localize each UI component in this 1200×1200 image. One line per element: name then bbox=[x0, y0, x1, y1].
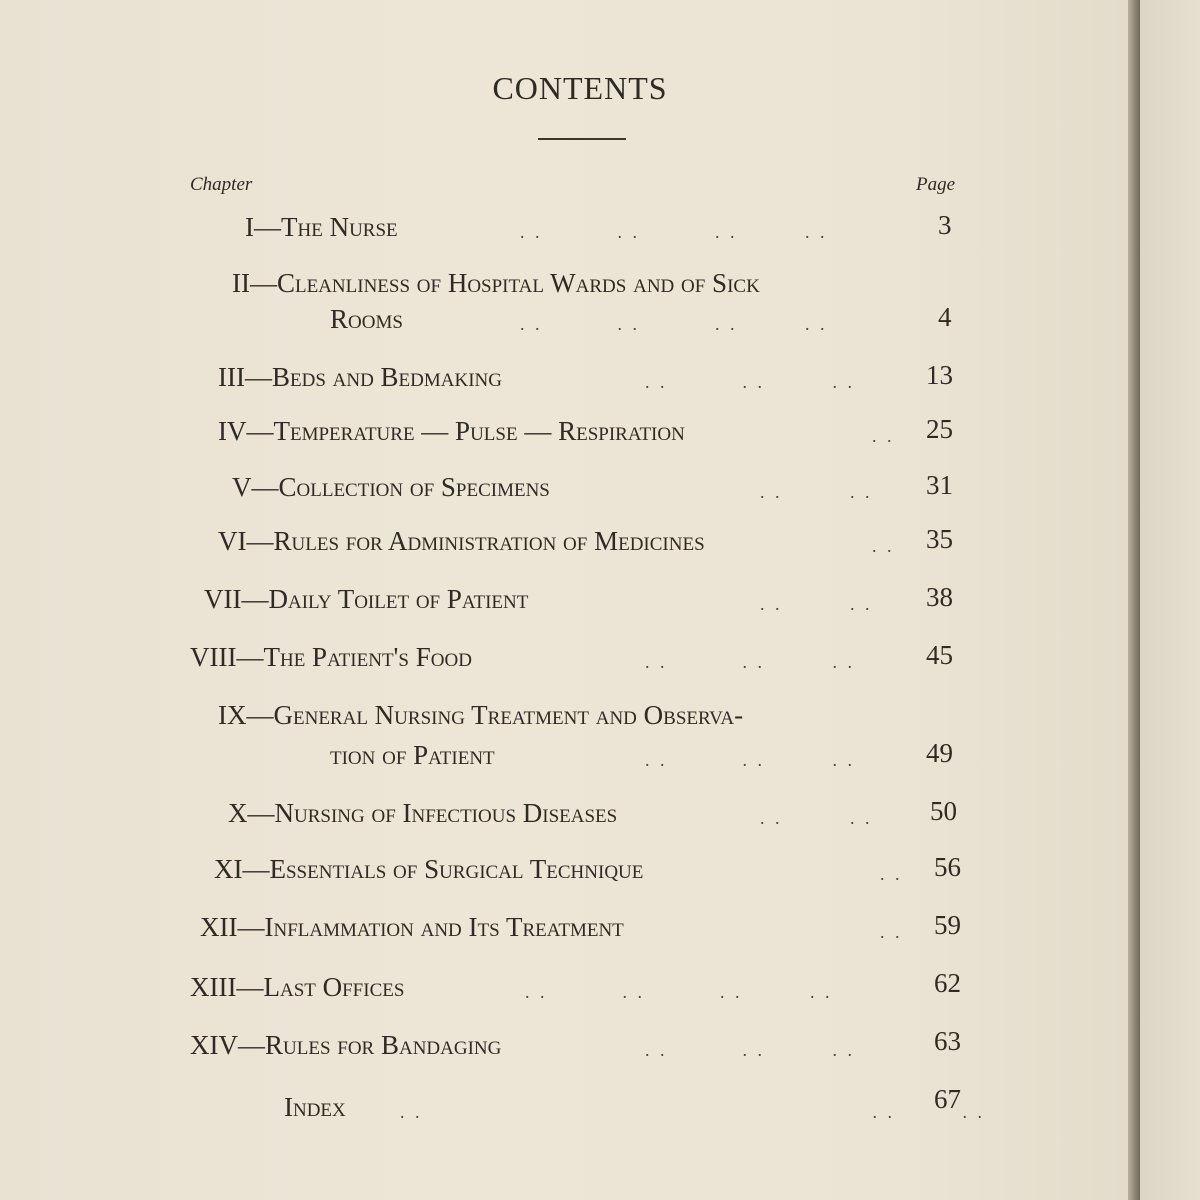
chapter-number: VII bbox=[204, 584, 242, 614]
toc-entry: V—Collection of Specimens bbox=[232, 472, 550, 502]
page-number: 45 bbox=[926, 640, 953, 670]
chapter-title: Collection of Specimens bbox=[278, 472, 550, 502]
leader-dots: . . bbox=[872, 536, 895, 556]
leader-dots: . . bbox=[872, 426, 895, 446]
chapter-title: Nursing of Infectious Diseases bbox=[274, 798, 618, 828]
leader-dots: . . . . bbox=[760, 808, 873, 828]
leader-dots: . . . . . . . . bbox=[525, 982, 833, 1002]
chapter-title: Inflammation and Its Treatment bbox=[264, 912, 624, 942]
chapter-number: VIII bbox=[190, 642, 237, 672]
leader-dots: . . bbox=[880, 922, 903, 942]
page-number: 50 bbox=[930, 796, 957, 826]
toc-entry: II—Cleanliness of Hospital Wards and of Sick bbox=[232, 268, 760, 298]
chapter-title: Cleanliness of Hospital Wards and of Sick bbox=[276, 268, 760, 298]
chapter-title: Rules for Bandaging bbox=[265, 1030, 502, 1060]
page-number: 49 bbox=[926, 738, 953, 768]
chapter-number: X bbox=[228, 798, 248, 828]
toc-entry: XIII—Last Offices bbox=[190, 972, 405, 1002]
chapter-number: XI bbox=[214, 854, 243, 884]
leader-dots: . . . . . . . . bbox=[520, 314, 828, 334]
page-edge bbox=[1128, 0, 1140, 1200]
contents-heading: CONTENTS bbox=[492, 70, 668, 106]
toc-entry: VI—Rules for Administration of Medicines bbox=[218, 526, 705, 556]
page-number: 59 bbox=[934, 910, 961, 940]
leader-dots: . . bbox=[880, 864, 903, 884]
chapter-title: General Nursing Treatment and Observa- bbox=[273, 700, 744, 730]
toc-entry: XI—Essentials of Surgical Technique bbox=[214, 854, 644, 884]
leader-dots: . . . . bbox=[760, 482, 873, 502]
page-number: 35 bbox=[926, 524, 953, 554]
leader-dots: . . . . bbox=[760, 594, 873, 614]
toc-entry: XII—Inflammation and Its Treatment bbox=[200, 912, 624, 942]
chapter-number: XIII bbox=[190, 972, 237, 1002]
chapter-title-continuation: tion of Patient bbox=[330, 740, 495, 770]
chapter-column-header: Chapter bbox=[190, 174, 253, 195]
toc-entry: VII—Daily Toilet of Patient bbox=[204, 584, 529, 614]
chapter-number: III bbox=[218, 362, 245, 392]
chapter-number: VI bbox=[218, 526, 247, 556]
toc-entry: III—Beds and Bedmaking bbox=[218, 362, 502, 392]
leader-dots: . . . . . . bbox=[645, 1040, 855, 1060]
chapter-number: IV bbox=[218, 416, 247, 446]
page-column-header: Page bbox=[916, 174, 956, 195]
chapter-number: V bbox=[232, 472, 252, 502]
chapter-title: Rules for Administration of Medicines bbox=[273, 526, 705, 556]
page-number: 56 bbox=[934, 852, 961, 882]
leader-dots: . . . . . . . . bbox=[520, 222, 828, 242]
page-number: 63 bbox=[934, 1026, 961, 1056]
page-number: 3 bbox=[938, 210, 952, 240]
leader-dots: . . . . . . bbox=[645, 652, 855, 672]
chapter-number: I bbox=[245, 212, 254, 242]
toc-entry: XIV—Rules for Bandaging bbox=[190, 1030, 502, 1060]
page-number: 4 bbox=[938, 302, 952, 332]
toc-entry-index bbox=[284, 1094, 346, 1121]
chapter-number: XII bbox=[200, 912, 238, 942]
adjacent-page bbox=[1140, 0, 1200, 1200]
chapter-title: Index bbox=[284, 1092, 346, 1122]
page-number: 62 bbox=[934, 968, 961, 998]
chapter-title: Last Offices bbox=[263, 972, 405, 1002]
chapter-title: Temperature — Pulse — Respiration bbox=[273, 416, 685, 446]
toc-entry: IV—Temperature — Pulse — Respiration bbox=[218, 416, 685, 446]
page-number: 31 bbox=[926, 470, 953, 500]
leader-dots: . . . . . . bbox=[645, 372, 855, 392]
chapter-title: Beds and Bedmaking bbox=[271, 362, 502, 392]
toc-entry: VIII—The Patient's Food bbox=[190, 642, 472, 672]
chapter-number: II bbox=[232, 268, 250, 298]
toc-entry: IX—General Nursing Treatment and Observa- bbox=[218, 700, 744, 730]
toc-entry: X—Nursing of Infectious Diseases bbox=[228, 798, 618, 828]
chapter-title: Daily Toilet of Patient bbox=[268, 584, 529, 614]
page-number: 67 bbox=[934, 1084, 961, 1114]
chapter-number: XIV bbox=[190, 1030, 238, 1060]
leader-dots: . . . . . . bbox=[645, 750, 855, 770]
chapter-title-continuation: Rooms bbox=[330, 304, 403, 334]
toc-entry: I—The Nurse bbox=[245, 212, 398, 242]
page-number: 25 bbox=[926, 414, 953, 444]
chapter-title: The Nurse bbox=[281, 212, 398, 242]
chapter-number: IX bbox=[218, 700, 247, 730]
page-number: 38 bbox=[926, 582, 953, 612]
chapter-title: The Patient's Food bbox=[263, 642, 472, 672]
leader-dots: . . . . . . bbox=[400, 1102, 985, 1122]
heading-rule bbox=[538, 138, 626, 140]
page-number: 13 bbox=[926, 360, 953, 390]
chapter-title: Essentials of Surgical Technique bbox=[269, 854, 644, 884]
